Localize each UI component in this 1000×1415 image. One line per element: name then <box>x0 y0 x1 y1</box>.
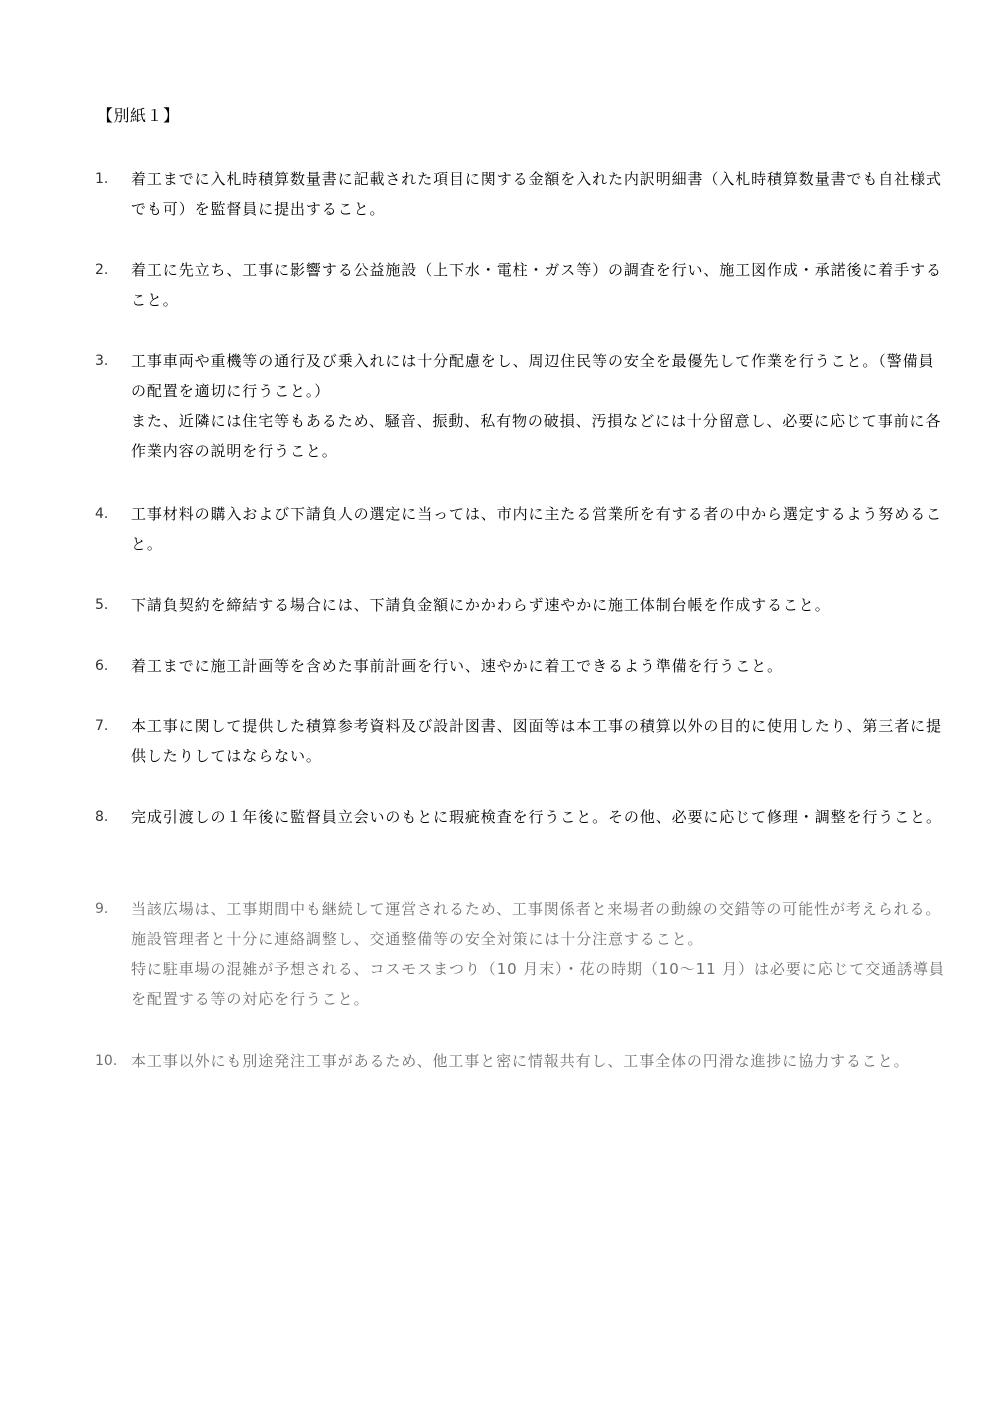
item-paragraph: また、近隣には住宅等もあるため、騒音、振動、私有物の破損、汚損などには十分留意し、必要に応じて事前に各作業内容の説明を行うこと。 <box>131 412 942 460</box>
item-number: 2. <box>95 262 109 278</box>
item-text <box>131 255 947 315</box>
item-number: 3. <box>95 353 109 369</box>
item-text <box>131 1046 947 1076</box>
list-item-4 <box>95 499 955 559</box>
list-item-7 <box>95 711 955 771</box>
item-paragraph: 下請負契約を締結する場合には、下請負金額にかかわらず速やかに施工体制台帳を作成すること。 <box>131 596 831 614</box>
item-text <box>131 802 947 832</box>
document-title: 【別紙１】 <box>97 106 180 125</box>
item-text <box>131 651 947 681</box>
item-paragraph: 着工に先立ち、工事に影響する公益施設（上下水・電柱・ガス等）の調査を行い、施工図作成・承諾後に着手すること。 <box>131 261 942 309</box>
list-item-1 <box>95 164 955 224</box>
item-number: 4. <box>95 506 109 522</box>
list-item-2 <box>95 255 955 315</box>
item-text <box>131 590 947 620</box>
list-item-10 <box>95 1046 955 1076</box>
item-number: 7. <box>95 718 109 734</box>
item-paragraph: 工事車両や重機等の通行及び乗入れには十分配慮をし、周辺住民等の安全を最優先して作業を行うこと。（警備員の配置を適切に行うこと。） <box>131 352 935 400</box>
item-paragraph: 本工事に関して提供した積算参考資料及び設計図書、図面等は本工事の積算以外の目的に使用したり、第三者に提供したりしてはならない。 <box>131 717 942 765</box>
item-paragraph: 着工までに施工計画等を含めた事前計画を行い、速やかに着工できるよう準備を行うこと。 <box>131 657 783 675</box>
list-item-9 <box>95 894 955 1014</box>
item-number: 6. <box>95 658 109 674</box>
item-paragraph: 工事材料の購入および下請負人の選定に当っては、市内に主たる営業所を有する者の中から選定するよう努めること。 <box>131 505 942 553</box>
item-text <box>131 894 947 1014</box>
item-number: 5. <box>95 597 109 613</box>
item-number: 9. <box>95 901 109 917</box>
item-number: 8. <box>95 809 109 825</box>
item-number: 10. <box>95 1053 118 1069</box>
list-item-6 <box>95 651 955 681</box>
item-text <box>131 711 947 771</box>
list-item-3 <box>95 346 955 466</box>
item-paragraph: 着工までに入札時積算数量書に記載された項目に関する金額を入れた内訳明細書（入札時積算数量書でも自社様式でも可）を監督員に提出すること。 <box>131 170 942 218</box>
list-item-5 <box>95 590 955 620</box>
list-item-8 <box>95 802 955 832</box>
item-paragraph: 本工事以外にも別途発注工事があるため、他工事と密に情報共有し、工事全体の円滑な進捗に協力すること。 <box>131 1052 910 1070</box>
item-text <box>131 499 947 559</box>
item-text <box>131 346 947 466</box>
item-paragraph: 完成引渡しの１年後に監督員立会いのもとに瑕疵検査を行うこと。その他、必要に応じて修理・調整を行うこと。 <box>131 808 942 826</box>
item-number: 1. <box>95 171 109 187</box>
item-paragraph: 当該広場は、工事期間中も継続して運営されるため、工事関係者と来場者の動線の交錯等の可能性が考えられる。施設管理者と十分に連絡調整し、交通整備等の安全対策には十分注意すること。 <box>131 900 942 948</box>
item-text <box>131 164 947 224</box>
item-paragraph: 特に駐車場の混雑が予想される、コスモスまつり（10 月末）・花の時期（10～11 月）は必要に応じて交通誘導員を配置する等の対応を行うこと。 <box>131 960 945 1008</box>
